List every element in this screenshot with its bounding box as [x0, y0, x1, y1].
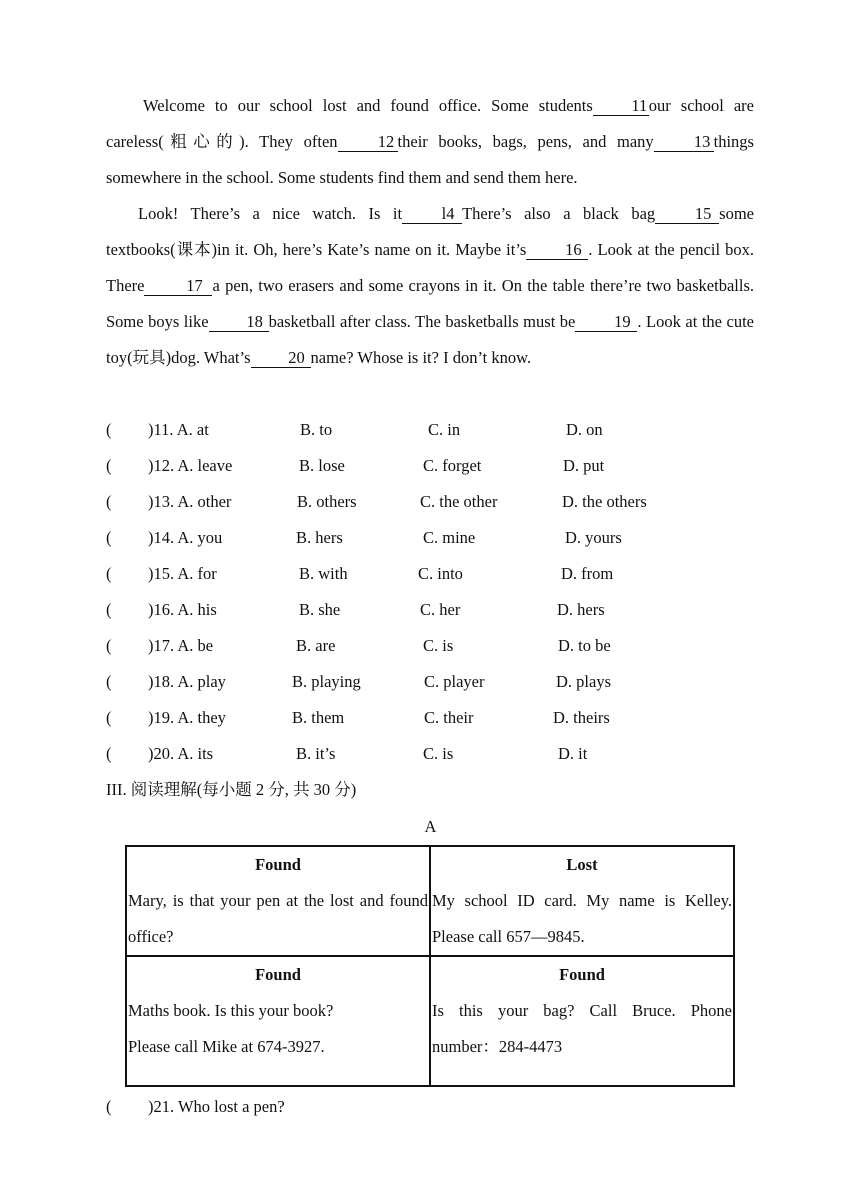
option-b: B. them: [292, 708, 345, 727]
table-cell: [126, 956, 430, 1086]
option-d: D. from: [561, 564, 614, 583]
option-b: B. hers: [296, 528, 343, 547]
passage-text: . Look at the cute toy(玩具)dog. What’s: [106, 312, 754, 367]
answer-paren: (: [106, 564, 112, 583]
option-c: C. the other: [420, 492, 498, 511]
option-c: C. her: [420, 600, 461, 619]
answer-paren: (: [106, 636, 112, 655]
passage-text: our school are careless(粗心的). They often: [106, 96, 754, 151]
table-cell: [430, 956, 734, 1086]
passage-text: their books, bags, pens, and many: [397, 132, 654, 151]
question-item: [106, 484, 756, 520]
passage-text: There’s also a black bag: [462, 204, 656, 223]
blank-16: 16: [526, 241, 588, 260]
question-item: [106, 520, 756, 556]
lost-found-table: [125, 845, 735, 1087]
table-cell: [126, 846, 430, 956]
answer-paren: (: [106, 492, 112, 511]
option-c: C. is: [423, 636, 454, 655]
passage-text: some textbooks(课本)in it. Oh, here’s Kate’s name on it. Maybe it’s: [106, 204, 754, 259]
blank-15: 15: [655, 205, 719, 224]
cell-title: Lost: [566, 855, 598, 874]
question-number-option-a: )17. A. be: [148, 636, 214, 655]
option-b: B. it’s: [296, 744, 336, 763]
option-d: D. to be: [558, 636, 611, 655]
option-b: B. she: [299, 600, 341, 619]
question-number-option-a: )19. A. they: [148, 708, 226, 727]
question-item: [106, 556, 756, 592]
blank-20: 20: [251, 349, 311, 368]
passage-text: basketball after class. The basketballs must be: [268, 312, 576, 331]
question-item: [106, 592, 756, 628]
option-c: C. into: [418, 564, 463, 583]
option-d: D. theirs: [553, 708, 610, 727]
cell-title: Found: [255, 855, 301, 874]
table-row: [126, 956, 734, 1086]
passage-paragraph-1: [106, 88, 754, 196]
question-number-option-a: )16. A. his: [148, 600, 217, 619]
option-b: B. lose: [299, 456, 345, 475]
passage-text: Welcome to our school lost and found office. Some students: [143, 96, 593, 115]
option-b: B. others: [297, 492, 357, 511]
option-c: C. mine: [423, 528, 476, 547]
question-number-option-a: )11. A. at: [148, 420, 209, 439]
option-d: D. yours: [565, 528, 622, 547]
answer-paren: (: [106, 708, 112, 727]
question-number-option-a: )20. A. its: [148, 744, 214, 763]
passage-text: Look! There’s a nice watch. Is it: [138, 204, 403, 223]
blank-19: 19: [575, 313, 637, 332]
question-text: )21. Who lost a pen?: [148, 1097, 285, 1116]
answer-paren: (: [106, 456, 112, 475]
passage-text: a pen, two erasers and some crayons in it. On the table there’re two basketballs. Some boys like: [106, 276, 754, 331]
cell-text: Mary, is that your pen at the lost and found office?: [128, 891, 428, 946]
cell-text: Is this your bag? Call Bruce. Phone number：284-4473: [432, 1001, 732, 1056]
blank-18: 18: [209, 313, 269, 332]
option-b: B. playing: [292, 672, 361, 691]
option-d: D. hers: [557, 600, 605, 619]
option-c: C. is: [423, 744, 454, 763]
answer-paren: (: [106, 420, 112, 439]
option-d: D. on: [566, 420, 603, 439]
cell-title: Found: [255, 965, 301, 984]
passage-text: things somewhere in the school. Some students find them and send them here.: [106, 132, 754, 187]
answer-paren: (: [106, 600, 112, 619]
question-number-option-a: )18. A. play: [148, 672, 226, 691]
question-item: [106, 736, 756, 772]
cell-text: Maths book. Is this your book?: [128, 1001, 334, 1020]
blank-13: 13: [654, 133, 714, 152]
question-number-option-a: )15. A. for: [148, 564, 217, 583]
option-c: C. player: [424, 672, 485, 691]
passage-paragraph-2: [106, 196, 754, 376]
option-b: B. to: [300, 420, 333, 439]
option-b: B. with: [299, 564, 348, 583]
blank-14: l4: [402, 205, 462, 224]
cell-text: Please call Mike at 674-3927.: [128, 1037, 325, 1056]
option-d: D. the others: [562, 492, 647, 511]
question-item: [106, 448, 756, 484]
option-b: B. are: [296, 636, 336, 655]
option-c: C. in: [428, 420, 461, 439]
passage-text: name? Whose is it? I don’t know.: [310, 348, 532, 367]
answer-paren: (: [106, 744, 112, 763]
question-item: [106, 628, 756, 664]
blank-12: 12: [338, 133, 398, 152]
option-d: D. it: [558, 744, 588, 763]
question-number-option-a: )13. A. other: [148, 492, 232, 511]
question-number-option-a: )12. A. leave: [148, 456, 233, 475]
table-cell: [430, 846, 734, 956]
cell-text: My school ID card. My name is Kelley. Please call 657—9845.: [432, 891, 732, 946]
cell-title: Found: [559, 965, 605, 984]
section-heading: III. 阅读理解(每小题 2 分, 共 30 分): [106, 780, 357, 799]
blank-17: 17: [144, 277, 212, 296]
question-item: [106, 1089, 756, 1125]
answer-paren: (: [106, 528, 112, 547]
question-item: [106, 664, 756, 700]
question-item: [106, 700, 756, 736]
option-d: D. plays: [556, 672, 611, 691]
part-label: A: [424, 817, 437, 836]
table-row: [126, 846, 734, 956]
option-c: C. forget: [423, 456, 482, 475]
option-c: C. their: [424, 708, 474, 727]
option-d: D. put: [563, 456, 605, 475]
question-number-option-a: )14. A. you: [148, 528, 223, 547]
answer-paren: (: [106, 1097, 112, 1116]
answer-paren: (: [106, 672, 112, 691]
passage-text: . Look at the pencil box. There: [106, 240, 754, 295]
question-item: [106, 412, 756, 448]
blank-11: 11: [593, 97, 649, 116]
